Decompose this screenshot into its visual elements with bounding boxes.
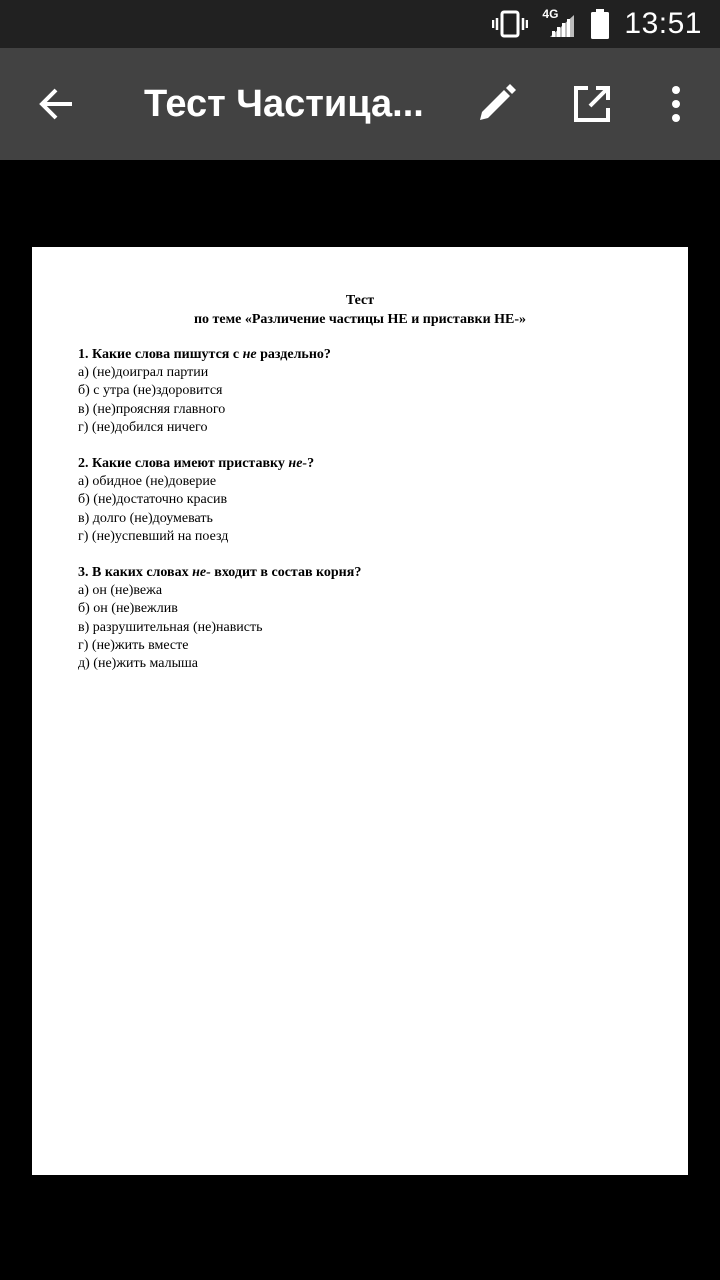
open-with-button[interactable] <box>566 78 618 130</box>
answer-option: б) с утра (не)здоровится <box>78 383 223 399</box>
answer-option: а) (не)доиграл партии <box>78 365 209 381</box>
question-3 <box>78 564 658 673</box>
answer-option: г) (не)успевший на поезд <box>78 528 229 544</box>
answer-option: а) он (не)вежа <box>78 583 163 599</box>
open-external-icon <box>566 78 618 130</box>
answer-option: в) (не)проясняя главного <box>78 401 226 417</box>
answer-option: в) долго (не)доумевать <box>78 510 213 526</box>
document-viewer[interactable] <box>0 160 720 1280</box>
doc-title: Тест <box>345 293 375 308</box>
answer-option: б) (не)достаточно красив <box>78 492 228 508</box>
document-title: Тест Частица... <box>144 83 424 125</box>
answer-option: в) разрушительная (не)нависть <box>78 619 263 635</box>
edit-button[interactable] <box>470 78 522 130</box>
vibrate-icon <box>492 10 528 38</box>
question-text: 1. Какие слова пишутся с не раздельно? <box>78 347 331 362</box>
question-text: 3. В каких словах не- входит в состав корня? <box>78 565 362 580</box>
more-options-button[interactable] <box>650 78 702 130</box>
question-1 <box>78 346 658 437</box>
signal-icon <box>542 9 576 39</box>
document-page <box>32 247 688 1175</box>
answer-option: г) (не)добился ничего <box>78 419 208 435</box>
answer-option: д) (не)жить малыша <box>78 656 198 672</box>
answer-option: а) обидное (не)доверие <box>78 474 217 490</box>
question-text: 2. Какие слова имеют приставку не-? <box>78 456 315 471</box>
doc-subtitle: по теме «Различение частицы НЕ и приставки НЕ-» <box>193 312 527 327</box>
pencil-icon <box>470 78 522 130</box>
status-bar <box>0 0 720 48</box>
arrow-back-icon <box>30 78 82 130</box>
answer-option: г) (не)жить вместе <box>78 637 189 653</box>
status-time: 13:51 <box>624 7 702 40</box>
back-button[interactable] <box>30 78 82 130</box>
question-2 <box>78 455 658 546</box>
answer-option: б) он (не)вежлив <box>78 601 178 617</box>
app-toolbar <box>0 48 720 160</box>
battery-icon <box>590 9 610 39</box>
more-vert-icon <box>650 78 702 130</box>
network-type-label: 4G <box>542 7 559 21</box>
